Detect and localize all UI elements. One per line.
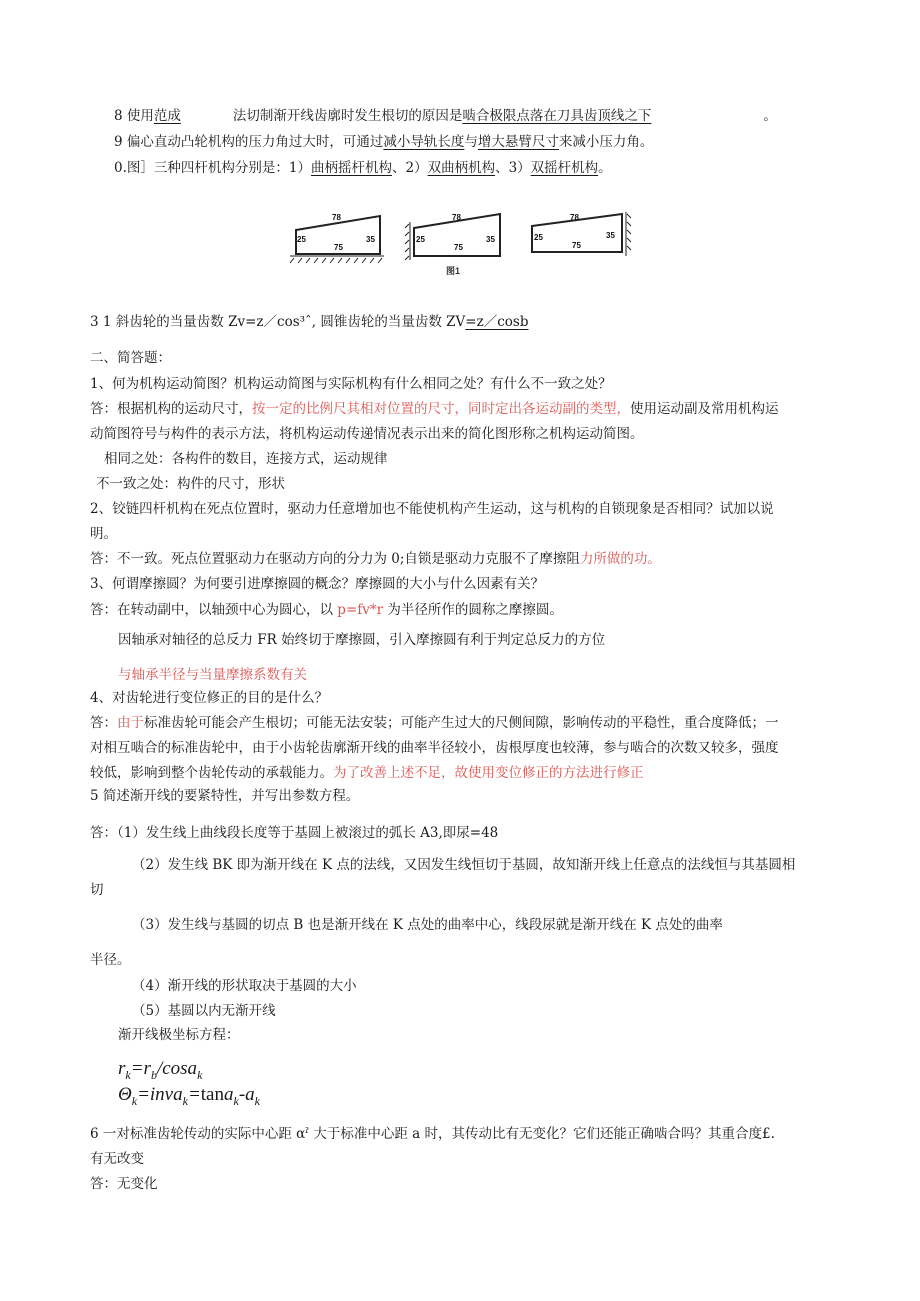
q6-question-line2: 有无改变 <box>90 1151 144 1167</box>
q8-number: 8 <box>114 108 123 124</box>
figure-caption: 图1 <box>446 266 461 276</box>
q5-answer-4: （4）渐开线的形状取决于基圆的大小 <box>132 978 357 994</box>
q8-text-mid: 法切制渐开线齿廓时发生根切的原因是 <box>232 108 463 124</box>
q5-answer-2-line1: （2）发生线 BK 即为渐开线在 K 点的法线，又因发生线恒切于基圆，故知渐开线上任意点的法线恒与其基圆相 <box>132 857 796 873</box>
q10-sep-1: 、2） <box>391 160 428 176</box>
q9-text-end: 来减小压力角。 <box>558 134 654 150</box>
fig-bottom-label: 75 <box>334 243 343 252</box>
q9-blank-2: 增大悬臂尺寸 <box>477 134 559 150</box>
q31-line <box>90 312 528 332</box>
equation-2: $\Theta_k=inva_k=\tan a_k-a_k$ <box>118 1083 260 1113</box>
q2-question-line2: 明。 <box>90 526 117 542</box>
q8-blank-1: 范成 <box>153 108 181 124</box>
q10-text-pre: 图］三种四杆机构分别是：1） <box>126 160 311 176</box>
q9-text-pre: 偏心直动凸轮机构的压力角过大时，可通过 <box>126 134 384 150</box>
q6-answer: 答：无变化 <box>90 1176 158 1192</box>
section-heading: 二、简答题： <box>90 350 171 366</box>
q6-question-line1: 6 一对标准齿轮传动的实际中心距 αˀ 大于标准中心距 a 时，其传动比有无变化？它们还能正确啮合吗？其重合度£. <box>90 1126 775 1142</box>
polar-equation-title: 渐开线极坐标方程： <box>118 1027 240 1043</box>
q9-blank-1: 减小导轨长度 <box>383 134 465 150</box>
q31-text: 斜齿轮的当量齿数 Zv=z／cos³ˆ, 圆锥齿轮的当量齿数 ZV <box>115 314 466 330</box>
fig-bottom-label: 75 <box>572 241 581 250</box>
q10-sep-2: 、3） <box>495 160 531 176</box>
q5-answer-3-line2: 半径。 <box>90 952 131 968</box>
fig-left-label: 25 <box>534 233 543 242</box>
q10-line <box>114 158 612 178</box>
q5-answer-3-line1: （3）发生线与基圆的切点 B 也是渐开线在 K 点处的曲率中心，线段尿就是渐开线在 K 点处的曲率 <box>132 917 723 933</box>
four-bar-linkage-figure <box>288 208 638 280</box>
fig-top-label: 78 <box>452 213 461 222</box>
q4-answer-line2: 对相互啮合的标准齿轮中，由于小齿轮齿廓渐开线的曲率半径较小，齿根厚度也较薄，参与啮合的次数又较多，强度 <box>90 740 779 756</box>
q5-answer-5: （5）基圆以内无渐开线 <box>132 1003 276 1019</box>
fig-top-label: 78 <box>332 213 341 222</box>
fig-bottom-label: 75 <box>454 243 463 252</box>
fig-left-label: 25 <box>297 235 306 244</box>
q31-number: 3 1 <box>90 314 112 330</box>
q1-answer-red: 按一定的比例尺其相对位置的尺寸，同时定出各运动副的类型， <box>252 401 630 417</box>
q2-answer: 答：不一致。死点位置驱动力在驱动方向的分力为 0;自锁是驱动力克服不了摩擦阻力所做的功。 <box>90 551 661 567</box>
q10-text-end: 。 <box>598 160 612 176</box>
equation-1-text <box>118 1057 212 1081</box>
q3-answer-line3: 与轴承半径与当量摩擦系数有关 <box>118 667 307 683</box>
q5-answer-2-line2: 切 <box>90 882 104 898</box>
q9-number: 9 <box>114 134 123 150</box>
q9-line <box>114 132 653 152</box>
q8-blank-2: 啮合极限点落在刀具齿顶线之下 <box>462 108 652 124</box>
q4-answer-line1: 答：由于标准齿轮可能会产生根切；可能无法安装；可能产生过大的尺侧间隙，影响传动的平稳性，重合度降低；一 <box>90 715 779 731</box>
q3-answer-line1: 答：在转动副中，以轴颈中心为圆心，以 p=fv*r 为半径所作的圆称之摩擦圆。 <box>90 602 563 618</box>
fig-right-label: 35 <box>366 235 375 244</box>
q1-answer-line1: 答：根据机构的运动尺寸，按一定的比例尺其相对位置的尺寸，同时定出各运动副的类型，使用运动副及常用机构运 <box>90 401 779 417</box>
q10-answer-2: 双曲柄机构 <box>427 160 496 176</box>
q10-number: 0. <box>114 160 127 176</box>
q1-diff: 不一致之处：构件的尺寸，形状 <box>96 476 285 492</box>
q4-question: 4、对齿轮进行变位修正的目的是什么？ <box>90 690 329 706</box>
fig-right-label: 35 <box>486 235 495 244</box>
q5-question: 5 简述渐开线的要紧特性，并写出参数方程。 <box>90 788 360 804</box>
q4-answer-red: 为了改善上述不足，故使用变位修正的方法进行修正 <box>333 765 644 781</box>
q3-question: 3、何谓摩擦圆？为何要引进摩擦圆的概念？摩擦圆的大小与什么因素有关？ <box>90 576 545 592</box>
q9-text-mid: 与 <box>464 134 478 150</box>
q10-answer-3: 双摇杆机构 <box>530 160 599 176</box>
fig-left-label: 25 <box>416 235 425 244</box>
q1-question: 1、何为机构运动简图？机构运动简图与实际机构有什么相同之处？有什么不一致之处？ <box>90 376 612 392</box>
q1-answer-line2: 动简图符号与构件的表示方法，将机构运动传递情况表示出来的简化图形称之机构运动简图。 <box>90 426 644 442</box>
equation-1: $r_k=r_b/\cos a_k$ <box>118 1057 202 1087</box>
q8-text-pre: 使用 <box>126 108 154 124</box>
q3-answer-line2: 因轴承对轴径的总反力 FR 始终切于摩擦圆，引入摩擦圆有利于判定总反力的方位 <box>118 632 606 648</box>
q5-answer-1: 答：（1）发生线上曲线段长度等于基圆上被滚过的弧长 A3,即尿=48 <box>90 825 499 841</box>
q8-line <box>114 106 777 126</box>
q1-same: 相同之处：各构件的数目，连接方式，运动规律 <box>104 451 388 467</box>
q8-text-end: 。 <box>763 108 777 124</box>
fig-right-label: 35 <box>606 231 615 240</box>
q4-answer-line3: 较低，影响到整个齿轮传动的承载能力。为了改善上述不足，故使用变位修正的方法进行修正 <box>90 765 644 781</box>
q2-answer-red: 力所做的功。 <box>579 551 661 567</box>
q31-blank: =z／cosb <box>465 314 529 330</box>
q2-question-line1: 2、铰链四杆机构在死点位置时，驱动力任意增加也不能使机构产生运动，这与机构的自锁现象是否相同？试加以说 <box>90 501 774 517</box>
equation-2-text <box>118 1083 273 1107</box>
q10-answer-1: 曲柄摇杆机构 <box>310 160 392 176</box>
q3-formula: p=fv*r <box>337 602 384 618</box>
fig-top-label: 78 <box>570 213 579 222</box>
